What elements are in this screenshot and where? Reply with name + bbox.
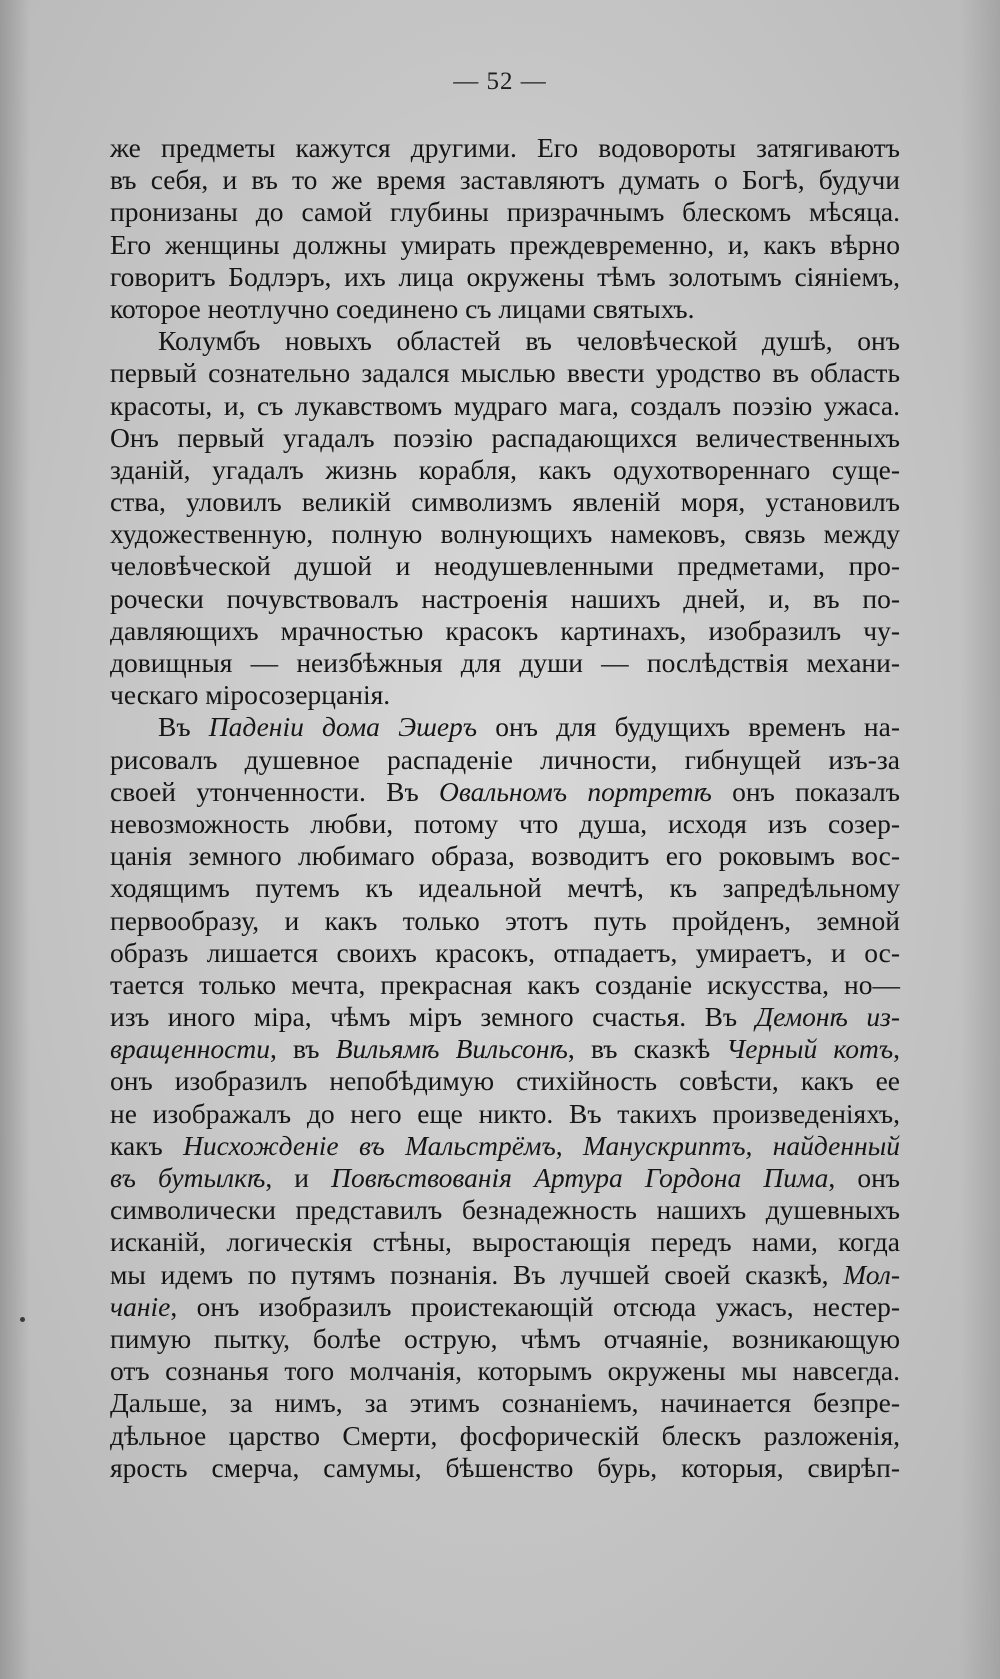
page-number: — 52 —	[453, 68, 547, 95]
text-line: довищныя — неизбѣжныя для души — послѣдствія механи-	[110, 647, 900, 678]
text-line: рочески почувствовалъ настроенія нашихъ дней, и, въ по-	[110, 582, 900, 614]
text-line: пронизаны до самой глубины призрачнымъ блескомъ мѣсяца.	[110, 196, 900, 228]
text-line: давляющихъ мрачностью красокъ картинахъ, изобразилъ чу-	[110, 614, 900, 646]
text-line: человѣческой душой и неодушевленными предметами, про-	[110, 550, 900, 582]
text-line: символически представилъ безнадежность нашихъ душевныхъ	[110, 1194, 900, 1226]
text-line: же предметы кажутся другими. Его водовороты затягиваютъ	[110, 132, 900, 163]
text-line: не изображалъ до него еще никто. Въ такихъ произведеніяхъ,	[110, 1097, 900, 1129]
text-line: мы идемъ по путямъ познанія. Въ лучшей своей сказкѣ, Мол-	[110, 1258, 900, 1290]
text-line: цанія земного любимаго образа, возводитъ его роковымъ вос-	[110, 840, 900, 872]
text-line: Онъ первый угадалъ поэзію распадающихся величественныхъ	[110, 421, 900, 453]
text-line: исканій, логическія стѣны, выростающія передъ нами, когда	[110, 1226, 900, 1258]
text-line: въ бутылкѣ, и Повѣствованія Артура Гордона Пима, онъ	[110, 1162, 900, 1193]
text-line: первый сознательно задался мыслью ввести уродство въ область	[110, 357, 900, 389]
body-text	[110, 132, 900, 1484]
text-line: тается только мечта, прекрасная какъ созданіе искусства, но—	[110, 968, 900, 1000]
text-line: чаніе, онъ изобразилъ проистекающій отсюда ужасъ, нестер-	[110, 1290, 900, 1322]
text-line: Дальше, за нимъ, за этимъ сознаніемъ, начинается безпре-	[110, 1387, 900, 1419]
text-line: вращенности, въ Вильямѣ Вильсонѣ, въ сказкѣ Черный котъ,	[110, 1033, 900, 1065]
text-line: изъ иного міра, чѣмъ міръ земного счастья. Въ Демонѣ из-	[110, 1001, 900, 1033]
text-line: невозможность любви, потому что душа, исходя изъ созер-	[110, 807, 900, 839]
text-line: говоритъ Бодлэръ, ихъ лица окружены тѣмъ золотымъ сіяніемъ,	[110, 260, 900, 292]
text-line: ства, уловилъ великій символизмъ явленій моря, установилъ	[110, 486, 900, 518]
text-line: какъ Нисхожденіе въ Мальстрёмъ, Манускриптъ, найденный	[110, 1129, 901, 1161]
text-line: Его женщины должны умирать преждевременно, и, какъ вѣрно	[110, 228, 900, 260]
page-gutter-shadow	[0, 0, 30, 1679]
text-line: пимую пытку, болѣе острую, чѣмъ отчаяніе, возникающую	[110, 1322, 900, 1354]
text-line: дѣльное царство Смерти, фосфорическій блескъ разложенія,	[110, 1419, 900, 1451]
text-line: зданій, угадалъ жизнь корабля, какъ одухотвореннаго суще-	[110, 453, 900, 485]
text-line: ярость смерча, самумы, бѣшенство бурь, которыя, свирѣп-	[110, 1451, 900, 1483]
text-line: въ себя, и въ то же время заставляютъ думать о Богѣ, будучи	[110, 164, 900, 196]
text-line: первообразу, и какъ только этотъ путь пройденъ, земной	[110, 904, 900, 936]
text-line: онъ изобразилъ непобѣдимую стихійность совѣсти, какъ ее	[110, 1065, 900, 1097]
text-line: художественную, полную волнующихъ намековъ, связь между	[110, 518, 900, 550]
text-line: рисовалъ душевное распаденіе личности, гибнущей изъ-за	[110, 743, 900, 775]
text-line: отъ сознанья того молчанія, которымъ окружены мы навсегда.	[110, 1355, 900, 1387]
text-line: красоты, и, съ лукавствомъ мудраго мага, создалъ поэзію ужаса.	[110, 389, 900, 421]
text-line: Колумбъ новыхъ областей въ человѣческой душѣ, онъ	[158, 325, 900, 357]
text-line: ходящимъ путемъ къ идеальной мечтѣ, къ запредѣльному	[110, 872, 900, 904]
text-line: ческаго міросозерцанія.	[110, 679, 391, 711]
text-line: которое неотлучно соединено съ лицами святыхъ.	[110, 292, 695, 324]
page-edge-shadow	[960, 0, 1000, 1679]
text-line: образъ лишается своихъ красокъ, отпадаетъ, умираетъ, и ос-	[110, 936, 900, 968]
text-line: Въ Паденіи дома Эшеръ онъ для будущихъ временъ на-	[158, 711, 900, 743]
text-line: своей утонченности. Въ Овальномъ портретѣ онъ показалъ	[110, 775, 900, 807]
ink-speck	[20, 1317, 25, 1322]
